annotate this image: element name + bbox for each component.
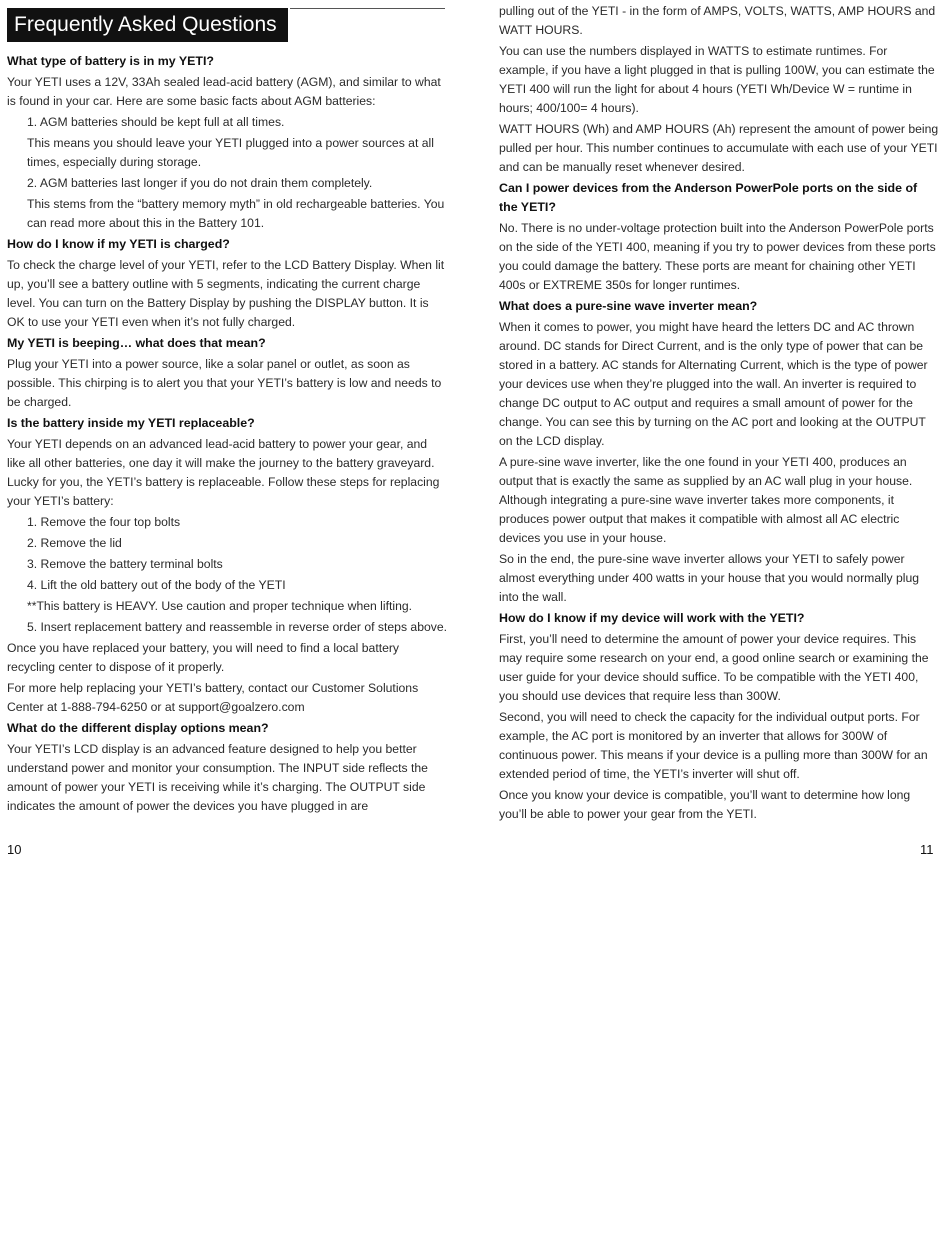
faq-list-item: 5. Insert replacement battery and reassemble in reverse order of steps above. [27,620,448,634]
faq-question: What type of battery is in my YETI? [7,54,215,68]
faq-list-item: This means you should leave your YETI plugged into a power sources at all times, especially during storage. [27,136,434,169]
title-rule [290,8,445,9]
faq-paragraph: Your YETI’s LCD display is an advanced feature designed to help you better understand power and monitor your consumption. The INPUT side reflects the amount of power your YETI is receiving while it’s charging. The OUTPUT side indicates the amount of power the devices you have plugged in are [7,742,428,813]
faq-paragraph: To check the charge level of your YETI, refer to the LCD Battery Display. When lit up, you’ll see a battery outline with 5 segments, indicating the current charge level. You can turn on the Battery Display by pushing the DISPLAY button. It is OK to use your YETI even when it’s not fully charged. [7,258,445,329]
faq-paragraph: Plug your YETI into a power source, like a solar panel or outlet, as soon as possible. This chirping is to alert you that your YETI’s battery is low and needs to be charged. [7,357,442,409]
right-column [499,2,939,826]
faq-paragraph: You can use the numbers displayed in WATTS to estimate runtimes. For example, if you have a light plugged in that is pulling 100W, you can estimate the YETI 400 will run the light for about 4 hours (YETI Wh/Device W = runtime in hours; 400/100= 4 hours). [499,44,935,115]
faq-paragraph: WATT HOURS (Wh) and AMP HOURS (Ah) represent the amount of power being pulled per hour. This number continues to accumulate with each use of your YETI and can be manually reset whenever desired. [499,122,939,174]
faq-paragraph: First, you’ll need to determine the amount of power your device requires. This may require some research on your end, a good online search or examining the user guide for your device should suffice. To be compatible with the YETI 400, you should use devices that require less than 300W. [499,632,929,703]
faq-list-item: 1. AGM batteries should be kept full at all times. [27,115,285,129]
faq-paragraph: Second, you will need to check the capacity for the individual output ports. For example, the AC port is monitored by an inverter that allows for 300W of continuous power. This means if your device is a pulling more than 300W for an extended period of time, the YETI’s inverter will shut off. [499,710,928,781]
faq-list-item: 4. Lift the old battery out of the body of the YETI [27,578,286,592]
faq-paragraph: For more help replacing your YETI’s battery, contact our Customer Solutions Center at 1-888-794-6250 or at support@goalzero.com [7,681,419,714]
faq-list-item: This stems from the “battery memory myth” in old rechargeable batteries. You can read more about this in the Battery 101. [27,197,445,230]
faq-paragraph: Your YETI uses a 12V, 33Ah sealed lead-acid battery (AGM), and similar to what is found in your car. Here are some basic facts about AGM batteries: [7,75,441,108]
faq-question: How do I know if my device will work with the YETI? [499,611,805,625]
faq-list-item: 3. Remove the battery terminal bolts [27,557,223,571]
left-column [7,52,447,818]
faq-paragraph: Once you know your device is compatible, you’ll want to determine how long you’ll be able to power your gear from the YETI. [499,788,911,821]
faq-question: Is the battery inside my YETI replaceable? [7,416,255,430]
faq-question: My YETI is beeping… what does that mean? [7,336,266,350]
faq-paragraph: A pure-sine wave inverter, like the one found in your YETI 400, produces an output that is exactly the same as supplied by an AC wall plug in your house. Although integrating a pure-sine wave inverter takes more components, it produces power output that makes it compatible with almost all AC electric devices you use in your house. [499,455,913,545]
faq-list-item: **This battery is HEAVY. Use caution and proper technique when lifting. [27,599,413,613]
faq-list-item: 2. AGM batteries last longer if you do not drain them completely. [27,176,373,190]
faq-paragraph: No. There is no under-voltage protection built into the Anderson PowerPole ports on the side of the YETI 400, meaning if you try to power devices from these ports you could damage the battery. These ports are meant for chaining other YETI 400s or EXTREME 350s for longer runtimes. [499,221,936,292]
page-number-left: 10 [7,842,22,857]
faq-paragraph: Once you have replaced your battery, you will need to find a local battery recycling center to dispose of it properly. [7,641,400,674]
faq-paragraph: pulling out of the YETI - in the form of AMPS, VOLTS, WATTS, AMP HOURS and WATT HOURS. [499,4,936,37]
page-number-right: 11 [920,842,934,857]
faq-paragraph: Your YETI depends on an advanced lead-acid battery to power your gear, and like all other batteries, one day it will make the journey to the battery graveyard. Lucky for you, the YETI’s battery is replaceable. Follow these steps for replacing your YETI’s battery: [7,437,440,508]
page-title: Frequently Asked Questions [7,8,288,42]
faq-question: What do the different display options mean? [7,721,269,735]
faq-list-item: 2. Remove the lid [27,536,122,550]
faq-question: How do I know if my YETI is charged? [7,237,230,251]
faq-paragraph: When it comes to power, you might have heard the letters DC and AC thrown around. DC stands for Direct Current, and is the only type of power that can be stored in a battery. AC stands for Alternating Current, which is the type of power your devices use when they’re plugged into the wall. An inverter is required to change DC output to AC output and requires a small amount of power for the change. You can see this by turning on the AC port and looking at the OUTPUT on the LCD display. [499,320,928,448]
faq-question: What does a pure-sine wave inverter mean? [499,299,758,313]
faq-paragraph: So in the end, the pure-sine wave inverter allows your YETI to safely power almost everything under 400 watts in your house that you would normally plug into the wall. [499,552,920,604]
faq-question: Can I power devices from the Anderson PowerPole ports on the side of the YETI? [499,181,918,214]
faq-list-item: 1. Remove the four top bolts [27,515,181,529]
